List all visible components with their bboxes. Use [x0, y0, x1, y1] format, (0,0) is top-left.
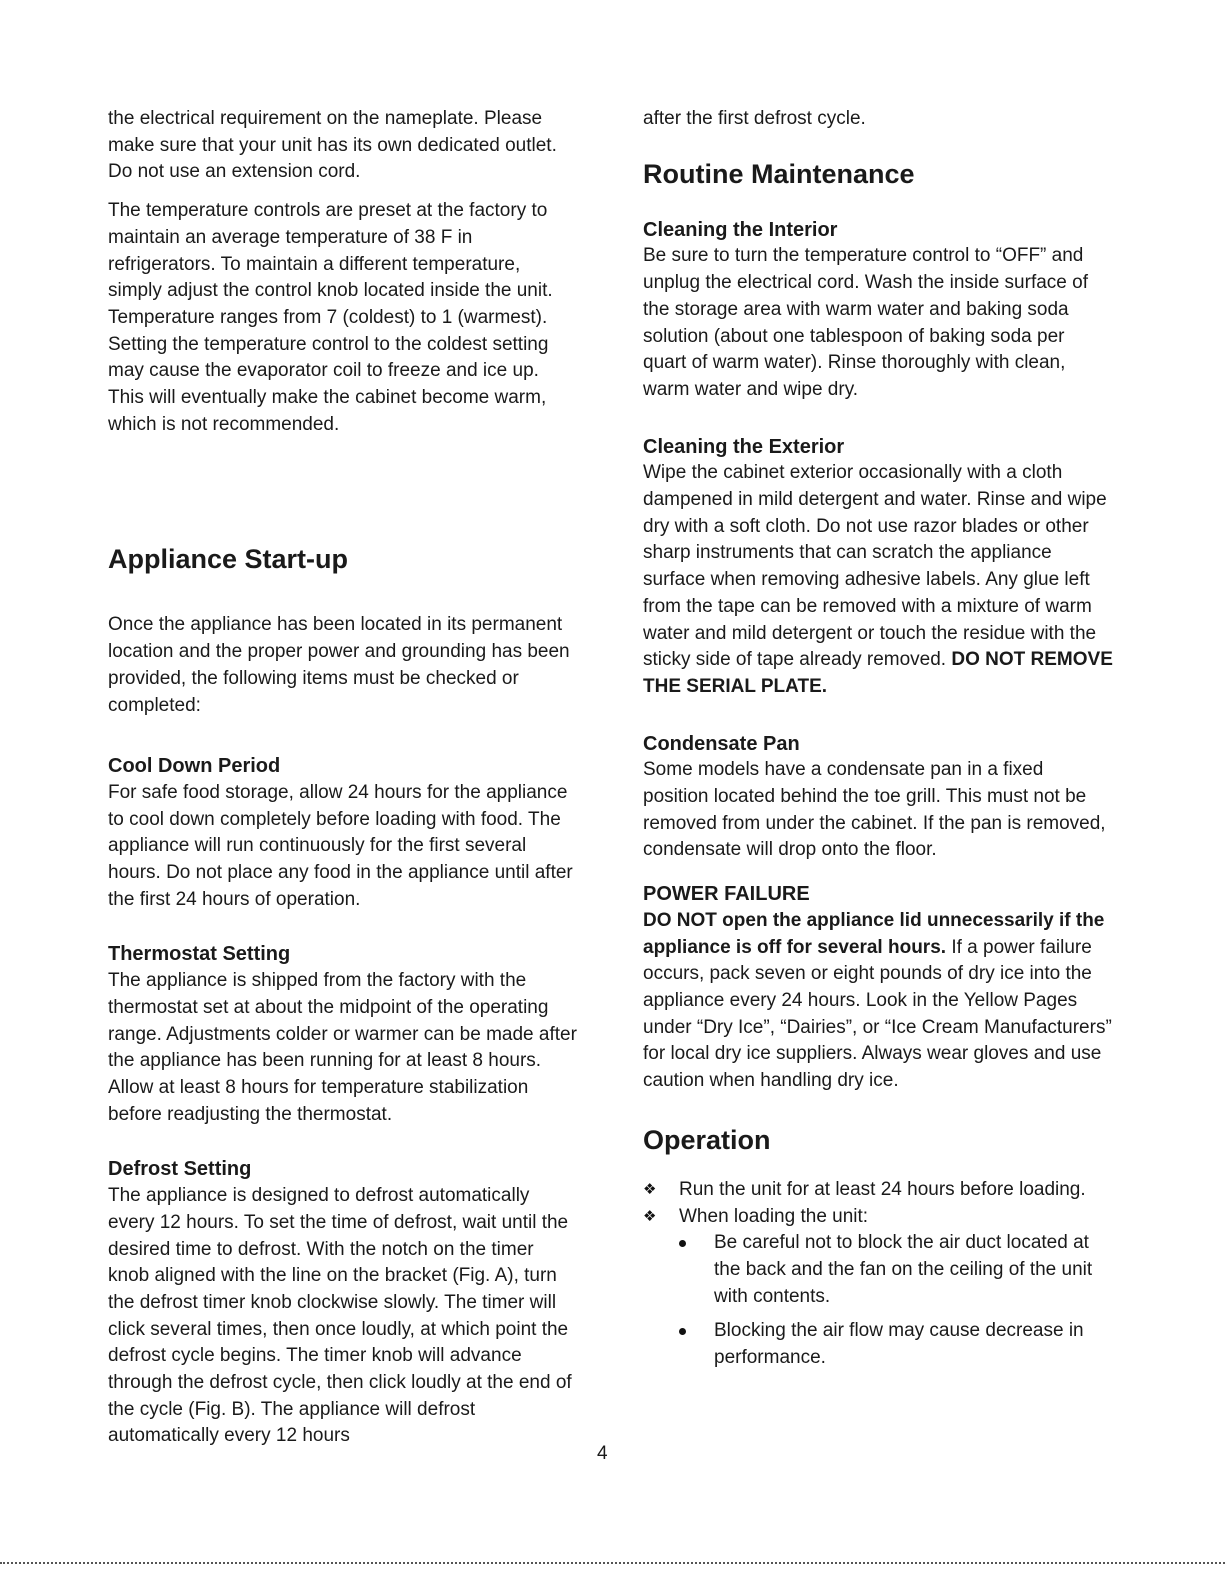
- loading-subitem-text: Be careful not to block the air duct located at the back and the fan on the ceiling of the unit with contents.: [714, 1232, 1093, 1307]
- thermostat-setting-heading: Thermostat Setting: [108, 943, 291, 966]
- left-column: [108, 106, 578, 1450]
- operation-heading: Operation: [643, 1124, 771, 1155]
- operation-item-text: Run the unit for at least 24 hours before loading.: [679, 1178, 1086, 1200]
- list-item: [677, 1230, 1113, 1310]
- appliance-startup-heading: Appliance Start-up: [108, 544, 349, 575]
- diamond-bullet-icon: ❖: [643, 1180, 657, 1198]
- power-failure-text: If a power failure occurs, pack seven or eight pounds of dry ice into the appliance every 24 hours. Look in the Yellow Pages under “Dry Ice”, “Dairies”, or “Ice Cream Manufacturers” for local dry ice suppliers. Always wear gloves and use caution when handling dry ice.: [643, 936, 1112, 1092]
- defrost-setting-heading: Defrost Setting: [108, 1158, 252, 1181]
- bullet-dot-icon: [679, 1328, 686, 1335]
- condensate-pan-heading: Condensate Pan: [643, 732, 800, 755]
- page-number: 4: [597, 1443, 608, 1464]
- thermostat-setting-paragraph: The appliance is shipped from the factory with the thermostat set at about the midpoint of the operating range. Adjustments colder or warmer can be made after the appliance has been running for at least 8 hours. Allow at least 8 hours for temperature stabilization before readjusting the thermostat.: [108, 970, 577, 1125]
- diamond-bullet-icon: ❖: [643, 1207, 657, 1225]
- defrost-continuation-paragraph: after the first defrost cycle.: [643, 108, 866, 129]
- power-failure-warning: DO NOT open the appliance lid unnecessarily if the appliance is off for several hours.: [643, 909, 1105, 958]
- cool-down-paragraph: For safe food storage, allow 24 hours for the appliance to cool down completely before loading with food. The appliance will run continuously for the first several hours. Do not place any food in the appliance until after the first 24 hours of operation.: [108, 781, 573, 910]
- cool-down-heading: Cool Down Period: [108, 755, 281, 778]
- electrical-requirement-paragraph: the electrical requirement on the nameplate. Please make sure that your unit has its own dedicated outlet. Do not use an extension cord.: [108, 108, 557, 183]
- power-failure-paragraph: [643, 908, 1113, 1095]
- exterior-text: Wipe the cabinet exterior occasionally with a cloth dampened in mild detergent and water. Rinse and wipe dry with a soft cloth. Do not use razor blades or other sharp instruments that can scratch the appliance surface when removing adhesive labels. Any glue left from the tape can be removed with a mixture of warm water and mild detergent or touch the residue with the sticky side of tape already removed.: [643, 462, 1107, 671]
- defrost-setting-paragraph: The appliance is designed to defrost automatically every 12 hours. To set the time of defrost, wait until the desired time to defrost. With the notch on the timer knob aligned with the line on the bracket (Fig. A), turn the defrost timer knob clockwise slowly. The timer will click several times, then once loudly, at which point the defrost cycle begins. The timer knob will advance through the defrost cycle, then click loudly at the end of the cycle (Fig. B). The appliance will defrost automatically every 12 hours: [108, 1185, 572, 1447]
- list-item: [677, 1318, 1113, 1371]
- list-item: [643, 1204, 1113, 1231]
- list-item: [643, 1177, 1113, 1204]
- power-failure-heading: POWER FAILURE: [643, 883, 810, 906]
- operation-item-text: When loading the unit:: [679, 1205, 869, 1227]
- cleaning-interior-heading: Cleaning the Interior: [643, 218, 838, 241]
- cleaning-exterior-paragraph: [643, 460, 1113, 700]
- temperature-controls-paragraph: The temperature controls are preset at the factory to maintain an average temperature of 38 F in refrigerators. To maintain a different temperature, simply adjust the control knob located inside the unit. Temperature ranges from 7 (coldest) to 1 (warmest). Setting the temperature control to the coldest setting may cause the evaporator coil to freeze and ice up. This will eventually make the cabinet become warm, which is not recommended.: [108, 200, 553, 435]
- routine-maintenance-heading: Routine Maintenance: [643, 158, 915, 189]
- condensate-pan-paragraph: Some models have a condensate pan in a fixed position located behind the toe grill. This must not be removed from under the cabinet. If the pan is removed, condensate will drop onto the floor.: [643, 759, 1106, 861]
- cleaning-interior-paragraph: Be sure to turn the temperature control to “OFF” and unplug the electrical cord. Wash the inside surface of the storage area with warm water and baking soda solution (about one tablespoon of baking soda per quart of warm water). Rinse thoroughly with clean, warm water and wipe dry.: [643, 245, 1088, 400]
- loading-sublist: [643, 1230, 1113, 1372]
- cleaning-exterior-heading: Cleaning the Exterior: [643, 435, 845, 458]
- serial-plate-warning: DO NOT REMOVE THE SERIAL PLATE.: [643, 649, 1113, 697]
- startup-intro-paragraph: Once the appliance has been located in its permanent location and the proper power and grounding has been provided, the following items must be checked or completed:: [108, 614, 570, 716]
- operation-list: [643, 1177, 1113, 1230]
- loading-subitem-text: Blocking the air flow may cause decrease in performance.: [714, 1320, 1084, 1369]
- bullet-dot-icon: [679, 1240, 686, 1247]
- page-bottom-rule: [0, 1562, 1225, 1564]
- right-column: [643, 106, 1113, 1372]
